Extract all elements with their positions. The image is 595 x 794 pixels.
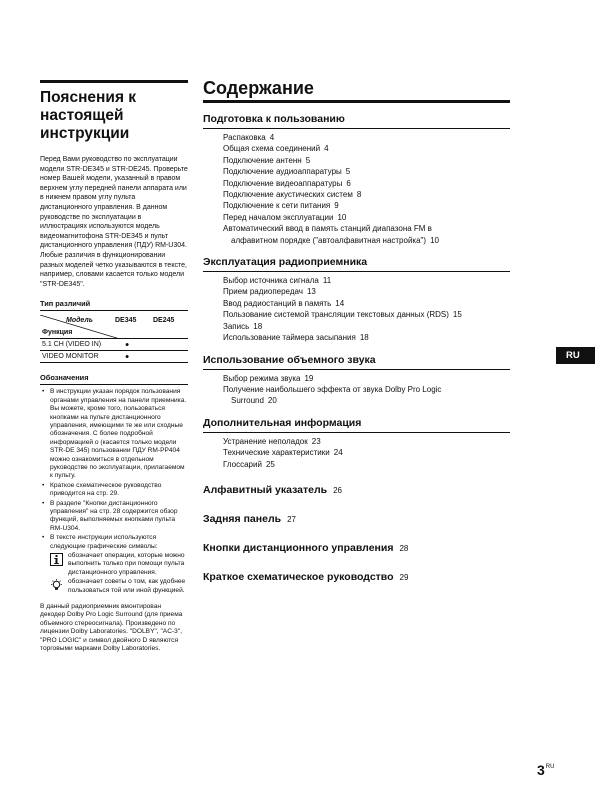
toc-heading-text: Задняя панель bbox=[203, 512, 282, 525]
toc-entry-page: 23 bbox=[311, 436, 321, 446]
toc-entry-text: Общая схема соединений bbox=[223, 144, 321, 154]
toc-entry-page: 4 bbox=[269, 133, 275, 142]
column-de245: DE245 bbox=[153, 317, 175, 325]
side-title bbox=[40, 89, 188, 143]
availability-mark: ● bbox=[125, 353, 130, 361]
notations-list bbox=[40, 388, 188, 595]
toc-entry[interactable] bbox=[203, 384, 510, 407]
side-title-line-2: настоящей bbox=[40, 107, 124, 124]
toc-section-heading[interactable] bbox=[203, 571, 510, 586]
symbol-explanation bbox=[50, 552, 188, 577]
page-number bbox=[537, 762, 554, 778]
model-label: Модель bbox=[66, 317, 93, 325]
toc-entry[interactable] bbox=[203, 332, 510, 343]
toc-section-heading[interactable] bbox=[203, 513, 510, 528]
toc-section bbox=[203, 484, 510, 499]
toc-entry[interactable] bbox=[203, 178, 510, 189]
toc-entry[interactable] bbox=[203, 436, 510, 447]
function-label: Функция bbox=[42, 329, 73, 337]
differences-table bbox=[40, 315, 188, 363]
symbol-text: обозначает советы о том, как удобнее пользоваться той или иной функцией. bbox=[68, 578, 186, 594]
toc-list bbox=[203, 275, 510, 343]
toc-section-heading[interactable] bbox=[203, 354, 510, 370]
toc-entry-text: Глоссарий bbox=[223, 459, 262, 469]
toc-entry-text: Подключение к сети питания bbox=[223, 201, 331, 211]
toc-heading-text: Подготовка к пользованию bbox=[203, 113, 345, 125]
toc-entry-page: 20 bbox=[267, 396, 277, 406]
toc-entry-page: 9 bbox=[334, 201, 339, 211]
toc-list bbox=[203, 436, 510, 470]
toc-entry[interactable] bbox=[203, 309, 510, 320]
toc-entry[interactable] bbox=[203, 459, 510, 470]
toc-entry-page: 14 bbox=[335, 298, 345, 308]
toc-entry-page: 25 bbox=[265, 459, 275, 469]
toc-entry-text: Выбор источника сигнала bbox=[223, 276, 319, 286]
toc-entry-text: Автоматический ввод в память станций диапазона FM в bbox=[223, 224, 432, 234]
toc-section bbox=[203, 354, 510, 407]
differences-table-header bbox=[40, 315, 188, 339]
toc-entry-page: 18 bbox=[253, 321, 263, 331]
toc-heading-text: Кнопки дистанционного управления bbox=[203, 541, 394, 554]
language-tab: RU bbox=[556, 347, 595, 364]
note-text: В тексте инструкции используются следующие графические символы: bbox=[50, 534, 158, 550]
toc-entry[interactable] bbox=[203, 223, 510, 246]
toc-entry-continuation bbox=[223, 235, 510, 246]
toc-section-heading[interactable] bbox=[203, 113, 510, 129]
list-item: • В разделе "Кнопки дистанционного управления" на стр. 28 содержится обзор функций, выполняемых кнопками пульта RM-U304. bbox=[42, 499, 178, 532]
toc-heading-text: Алфавитный указатель bbox=[203, 483, 328, 496]
contents-top-rule bbox=[203, 100, 510, 103]
toc-entry[interactable] bbox=[203, 143, 510, 154]
lightbulb-icon bbox=[50, 579, 63, 592]
toc-entry-page: 10 bbox=[430, 235, 439, 245]
symbol-text: обозначает операции, которые можно выполнить только при помощи пульта дистанционного управления. bbox=[68, 552, 185, 576]
table-of-contents bbox=[203, 113, 510, 586]
toc-entry-text: Прием радиопередач bbox=[223, 287, 303, 297]
toc-entry-text: Технические характеристики bbox=[223, 448, 330, 458]
table-row bbox=[40, 339, 188, 351]
toc-entry[interactable] bbox=[203, 166, 510, 177]
availability-mark: ● bbox=[125, 341, 130, 349]
toc-entry-page: 8 bbox=[356, 190, 362, 200]
toc-section bbox=[203, 571, 510, 586]
column-de345: DE345 bbox=[115, 317, 137, 325]
page-title: Содержание bbox=[203, 78, 314, 98]
table-row bbox=[40, 351, 188, 363]
toc-entry-page: 19 bbox=[304, 373, 314, 383]
toc-entry[interactable] bbox=[203, 155, 510, 166]
note-text: В разделе "Кнопки дистанционного управления" на стр. 28 содержится обзор функций, выполняемых кнопками пульта RM-U304. bbox=[50, 499, 178, 532]
toc-entry-page: 5 bbox=[305, 155, 311, 165]
toc-entry[interactable] bbox=[203, 275, 510, 286]
differences-heading: Тип различий bbox=[40, 299, 188, 311]
toc-entry-page: 11 bbox=[322, 276, 332, 286]
toc-entry-text: Устранение неполадок bbox=[223, 436, 308, 446]
toc-entry-text: Пользование системой трансляции текстовых данных (RDS) bbox=[223, 310, 449, 320]
info-icon bbox=[50, 553, 63, 566]
toc-section-heading[interactable] bbox=[203, 542, 510, 557]
toc-heading-page: 28 bbox=[399, 543, 409, 553]
toc-entry[interactable] bbox=[203, 200, 510, 211]
toc-entry[interactable] bbox=[203, 298, 510, 309]
toc-entry-page: 18 bbox=[359, 333, 369, 343]
toc-entry-text: Подключение видеоаппаратуры bbox=[223, 178, 343, 188]
page-number-value: 3 bbox=[537, 762, 545, 778]
contents-column bbox=[203, 80, 510, 586]
toc-entry[interactable] bbox=[203, 286, 510, 297]
toc-heading-text: Дополнительная информация bbox=[203, 416, 362, 429]
toc-entry-page: 13 bbox=[306, 287, 316, 297]
left-column bbox=[40, 80, 188, 654]
toc-list bbox=[203, 132, 510, 246]
toc-heading-page: 27 bbox=[287, 514, 296, 524]
toc-entry-page: 4 bbox=[324, 144, 329, 154]
toc-entry[interactable] bbox=[203, 212, 510, 223]
toc-entry-text: Распаковка bbox=[223, 133, 266, 142]
intro-paragraph: Перед Вами руководство по эксплуатации модели STR-DE345 и STR-DE245. Проверьте номер Вашей модели, указанный в правом верхнем углу передней панели аппарата или в нижнем правом углу пульта дистанционного управления. В данном руководстве по эксплуатации в иллюстрациях используются модель видеомагнитофона STR-DE345 и пульт дистанционного управления (ПДУ) RM-U304. Любые различия в функционировании разных моделей четко указываются в тексте, например, словами касается только модели "STR-DE345". bbox=[40, 156, 188, 288]
list-item: • В тексте инструкции используются следующие графические символы: bbox=[42, 534, 158, 550]
note-text: В инструкции указан порядок пользования органами управления на панели приемника. Вы можете, кроме того, пользоваться кнопками на пульте дистанционного управления, имеющими те же или сходные обозначения. С более подробной информацией о (касается только модели STR-DE 345) пользовании ПДУ RM-PP404 можно ознакомиться в отдельном руководстве по эксплуатации, прилагаемом к пульту. bbox=[50, 388, 187, 480]
toc-entry-text: Подключение аудиоаппаратуры bbox=[223, 167, 342, 177]
toc-heading-page: 26 bbox=[333, 485, 343, 495]
toc-section bbox=[203, 542, 510, 557]
toc-entry-text: Получение наибольшего эффекта от звука Dolby Pro Logic bbox=[223, 384, 442, 394]
toc-section bbox=[203, 256, 510, 343]
toc-section bbox=[203, 113, 510, 246]
toc-heading-text: Использование объемного звука bbox=[203, 353, 376, 366]
toc-entry-page: 6 bbox=[346, 178, 351, 188]
toc-entry-text-cont: алфавитном порядке ("автоалфавитная настройка") bbox=[231, 235, 427, 245]
toc-entry-text: Использование таймера засыпания bbox=[223, 333, 356, 343]
row-label: VIDEO MONITOR bbox=[42, 353, 99, 361]
list-item: • В инструкции указан порядок пользования органами управления на панели приемника. Вы можете, кроме того, пользоваться кнопками на пульте дистанционного управления, имеющими те же или сходные обозначения. С более подробной информацией о (касается только модели STR-DE 345) пользовании ПДУ RM-PP404 можно ознакомиться в отдельном руководстве по эксплуатации, прилагаемом к пульту. bbox=[42, 388, 187, 480]
toc-entry[interactable] bbox=[203, 447, 510, 458]
notations-heading: Обозначения bbox=[40, 373, 188, 385]
toc-entry-page: 5 bbox=[345, 167, 351, 177]
toc-entry-text: Подключение акустических систем bbox=[223, 190, 353, 200]
toc-entry-text: Перед началом эксплуатации bbox=[223, 212, 334, 222]
toc-list bbox=[203, 373, 510, 407]
toc-entry-text: Запись bbox=[223, 321, 250, 331]
toc-entry-text: Выбор режима звука bbox=[223, 373, 301, 383]
row-label: 5.1 CH (VIDEO IN) bbox=[42, 341, 102, 349]
list-item: • Краткое схематическое руководство приводится на стр. 29. bbox=[42, 481, 162, 498]
toc-entry[interactable] bbox=[203, 321, 510, 332]
dolby-notice: В данный радиоприемник вмонтирован декодер Dolby Pro Logic Surround (для приема объемного стереосигнала). Произведено по лицензии Dolby Laboratories. "DOLBY", "AC-3", "PRO LOGIC" и символ двойного D являются торговыми марками Dolby Laboratories. bbox=[40, 603, 183, 653]
toc-heading-page: 29 bbox=[399, 572, 409, 582]
toc-entry-continuation bbox=[223, 395, 510, 406]
toc-entry-text: Подключение антенн bbox=[223, 155, 302, 165]
page-number-suffix: RU bbox=[545, 764, 555, 770]
toc-section bbox=[203, 417, 510, 470]
toc-entry-page: 10 bbox=[337, 212, 347, 222]
toc-heading-text: Эксплуатация радиоприемника bbox=[203, 256, 368, 269]
symbol-explanation bbox=[50, 578, 188, 595]
note-text: Краткое схематическое руководство приводится на стр. 29. bbox=[50, 481, 162, 498]
toc-entry[interactable] bbox=[203, 132, 510, 143]
side-title-line-1: Пояснения к bbox=[40, 89, 137, 106]
toc-entry[interactable] bbox=[203, 189, 510, 200]
toc-entry-text-cont: Surround bbox=[231, 396, 264, 406]
toc-entry-page: 15 bbox=[452, 310, 462, 320]
toc-entry[interactable] bbox=[203, 373, 510, 384]
toc-entry-text: Ввод радиостанций в память bbox=[223, 298, 332, 308]
toc-heading-text: Краткое схематическое руководство bbox=[203, 570, 394, 583]
left-top-rule bbox=[40, 80, 188, 83]
side-title-line-3: инструкции bbox=[40, 125, 130, 142]
toc-section-heading[interactable] bbox=[203, 484, 510, 499]
toc-section bbox=[203, 513, 510, 528]
toc-section-heading[interactable] bbox=[203, 417, 510, 433]
toc-section-heading[interactable] bbox=[203, 256, 510, 272]
toc-entry-page: 24 bbox=[333, 448, 343, 458]
